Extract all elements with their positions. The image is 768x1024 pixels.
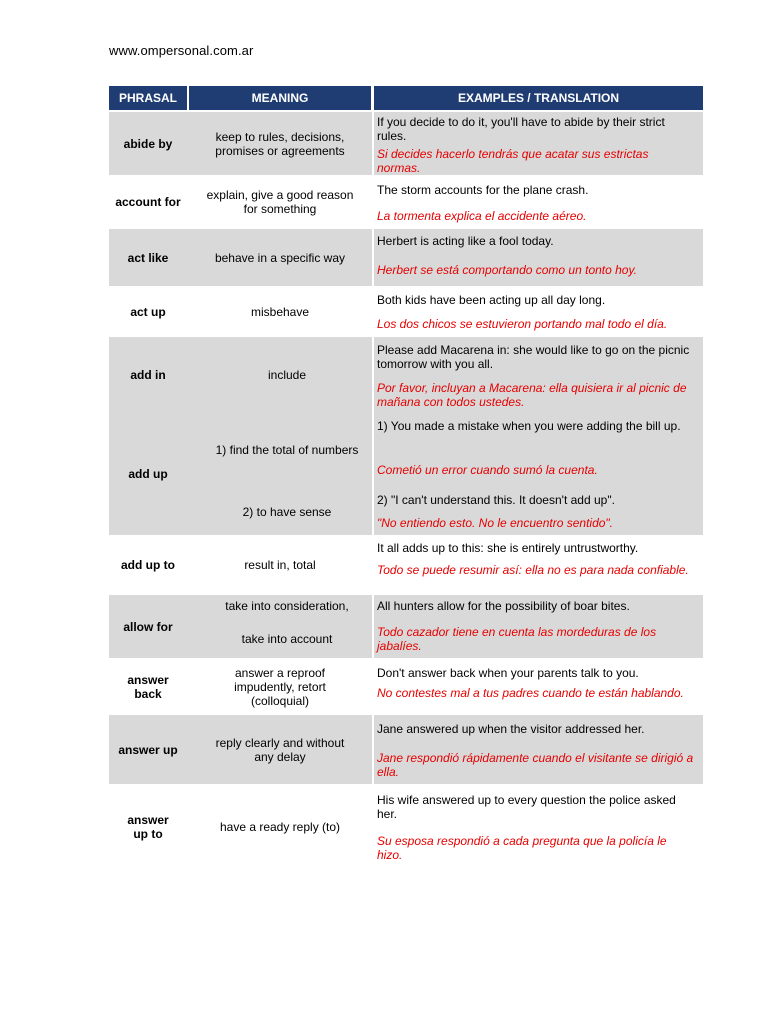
header-phrasal: PHRASAL <box>109 86 187 110</box>
translation-text: No contestes mal a tus padres cuando te están hablando. <box>377 686 684 700</box>
phrasal-cell: abide by <box>123 136 173 151</box>
translation-text: Todo se puede resumir así: ella no es para nada confiable. <box>377 563 689 577</box>
meaning-cell: misbehave <box>250 304 310 319</box>
meaning-cell: behave in a specific way <box>214 250 346 265</box>
header-meaning: MEANING <box>189 86 371 110</box>
column-divider <box>187 86 189 110</box>
example-text: It all adds up to this: she is entirely untrustworthy. <box>377 541 639 555</box>
meaning-cell-2: 2) to have sense <box>242 505 332 519</box>
meaning-cell-2: take into account <box>241 632 333 646</box>
meaning-cell: take into consideration, <box>225 599 349 613</box>
site-url: www.ompersonal.com.ar <box>109 43 254 58</box>
phrasal-cell: allow for <box>123 619 173 634</box>
phrasal-cell: add up to <box>121 558 175 572</box>
phrasal-cell: act up <box>130 304 166 319</box>
meaning-cell: result in, total <box>244 558 316 572</box>
meaning-cell: keep to rules, decisions, promises or agreements <box>215 129 345 158</box>
translation-text: Por favor, incluyan a Macarena: ella quisiera ir al picnic de mañana con todos ustedes. <box>377 381 687 409</box>
translation-text: Herbert se está comportando como un tonto hoy. <box>377 263 637 277</box>
translation-text: Cometió un error cuando sumó la cuenta. <box>377 463 598 477</box>
phrasal-cell: add up <box>128 467 168 481</box>
example-text-2: 2) "I can't understand this. It doesn't add up". <box>377 493 615 507</box>
translation-text: Jane respondió rápidamente cuando el visitante se dirigió a ella. <box>377 751 694 779</box>
example-text: All hunters allow for the possibility of boar bites. <box>377 599 630 613</box>
column-divider <box>372 86 374 868</box>
meaning-cell: 1) find the total of numbers <box>215 443 359 457</box>
translation-text: Si decides hacerlo tendrás que acatar sus estrictas normas. <box>377 147 649 175</box>
phrasal-cell: account for <box>115 195 181 209</box>
meaning-cell: answer a reproof impudently, retort (colloquial) <box>234 665 326 708</box>
example-text: Please add Macarena in: she would like to go on the picnic tomorrow with you all. <box>377 343 690 371</box>
header-examples: EXAMPLES / TRANSLATION <box>374 86 703 110</box>
meaning-cell: include <box>267 368 307 382</box>
meaning-cell: explain, give a good reason for something <box>206 188 354 216</box>
example-text: If you decide to do it, you'll have to abide by their strict rules. <box>377 115 665 143</box>
translation-text: Los dos chicos se estuvieron portando mal todo el día. <box>377 317 668 331</box>
example-text: The storm accounts for the plane crash. <box>377 183 589 197</box>
phrasal-cell: answer up <box>118 742 178 757</box>
example-text: Herbert is acting like a fool today. <box>377 234 554 248</box>
translation-text: Su esposa respondió a cada pregunta que la policía le hizo. <box>377 834 667 862</box>
translation-text: Todo cazador tiene en cuenta las mordeduras de los jabalíes. <box>377 625 657 653</box>
meaning-cell: reply clearly and without any delay <box>215 735 345 764</box>
phrasal-cell: answer back <box>127 672 169 701</box>
meaning-cell: have a ready reply (to) <box>219 820 341 834</box>
example-text: 1) You made a mistake when you were adding the bill up. <box>377 419 681 433</box>
translation-text-2: "No entiendo esto. No le encuentro sentido". <box>377 516 614 530</box>
example-text: Both kids have been acting up all day long. <box>377 293 606 307</box>
example-text: His wife answered up to every question the police asked her. <box>377 793 676 821</box>
example-text: Don't answer back when your parents talk to you. <box>377 666 639 680</box>
phrasal-cell: act like <box>127 250 169 265</box>
translation-text: La tormenta explica el accidente aéreo. <box>377 209 587 223</box>
phrasal-cell: answer up to <box>127 813 169 841</box>
example-text: Jane answered up when the visitor addressed her. <box>377 722 645 736</box>
phrasal-cell: add in <box>130 368 166 382</box>
